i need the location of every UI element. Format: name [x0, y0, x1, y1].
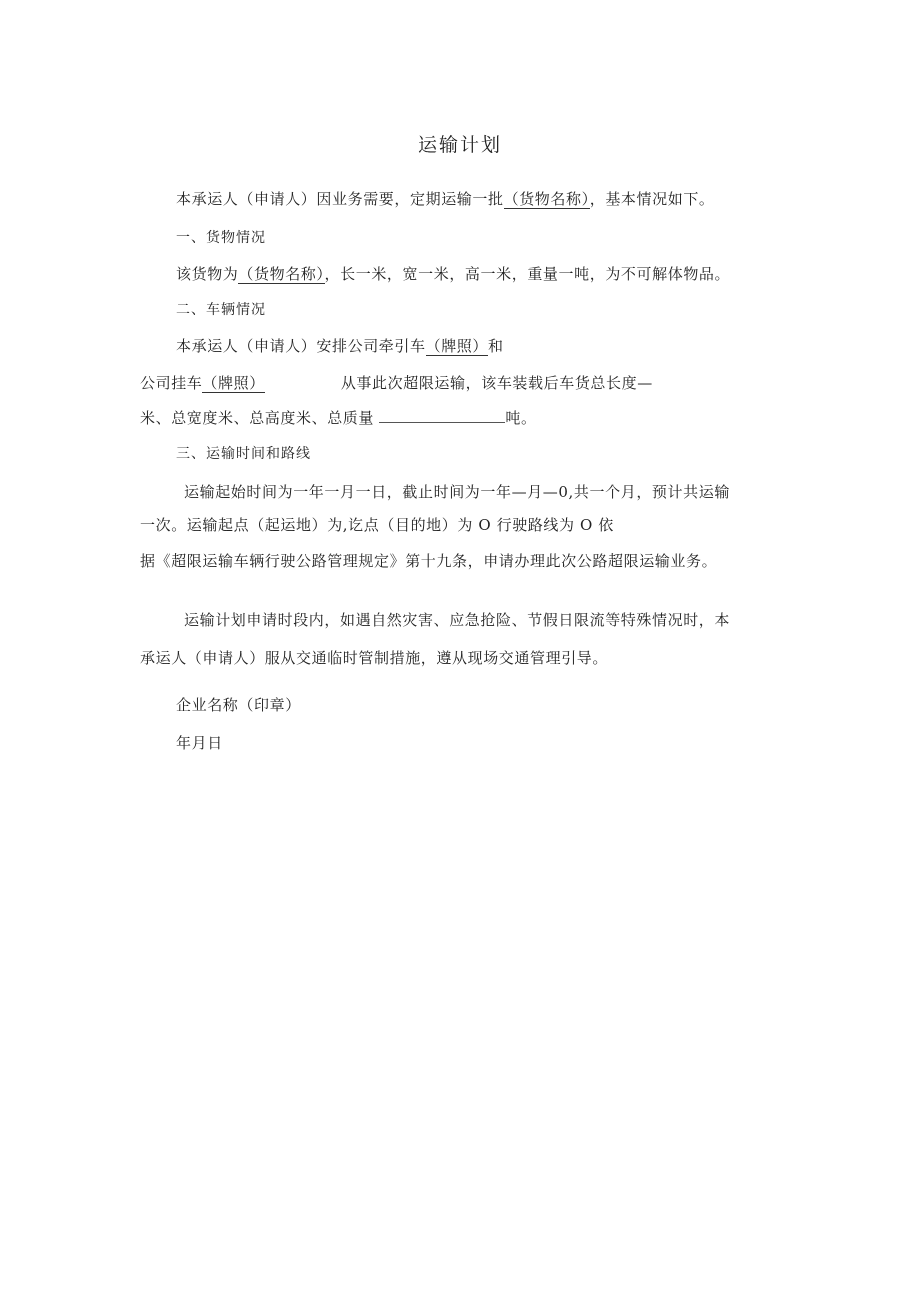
section-1-prefix: 该货物为: [176, 265, 239, 283]
section-2-line-1-prefix: 本承运人（申请人）安排公司牵引车: [176, 337, 426, 355]
section-3-line-1: 运输起始时间为一年一月一日，截止时间为一年—月—0,共一个月，预计共运输: [184, 483, 730, 501]
section-2-line-1: [176, 336, 504, 356]
note-line-2: 承运人（申请人）服从交通临时管制措施，遵从现场交通管理引导。: [140, 649, 609, 667]
section-2-line-2-prefix: 公司挂车: [140, 374, 203, 392]
note-line-1: 运输计划申请时段内，如遇自然灾害、应急抢险、节假日限流等特殊情况时，本: [184, 611, 731, 629]
section-2-line-2-suffix: 从事此次超限运输，该车装载后车货总长度—: [340, 374, 653, 392]
section-2-line-3-suffix: 吨。: [505, 409, 537, 427]
intro-goods-blank: （货物名称）: [503, 190, 590, 208]
intro-suffix: ，基本情况如下。: [589, 190, 715, 208]
section-1-suffix: ，长一米，宽一米，高一米，重量一吨，为不可解体物品。: [324, 265, 731, 283]
intro-paragraph: [176, 189, 715, 209]
section-2-line-2: [140, 373, 653, 393]
section-2-line-3: [140, 408, 537, 428]
intro-prefix: 本承运人（申请人）因业务需要，定期运输一批: [176, 190, 504, 208]
section-3-line-3: 据《超限运输车辆行驶公路管理规定》第十九条，申请办理此次公路超限运输业务。: [140, 552, 718, 570]
section-2-line-1-suffix: 和: [488, 337, 504, 355]
section-1-goods-blank: （货物名称）: [238, 265, 325, 283]
total-mass-blank: [379, 408, 505, 423]
trailer-plate-blank: （牌照）: [202, 374, 265, 392]
section-1-heading: 一、货物情况: [176, 230, 266, 246]
section-3-heading: 三、运输时间和路线: [176, 446, 311, 462]
signature-date: 年月日: [176, 734, 223, 752]
document-title: 运输计划: [417, 134, 502, 156]
tractor-plate-blank: （牌照）: [425, 337, 489, 355]
section-1-paragraph: [176, 264, 730, 284]
section-3-line-2: 一次。运输起点（起运地）为,讫点（目的地）为 O 行驶路线为 O 依: [140, 516, 614, 534]
section-2-heading: 二、车辆情况: [176, 302, 266, 318]
company-name-seal: 企业名称（印章）: [176, 696, 301, 714]
section-2-line-3-prefix: 米、总宽度米、总高度米、总质量: [140, 409, 375, 427]
